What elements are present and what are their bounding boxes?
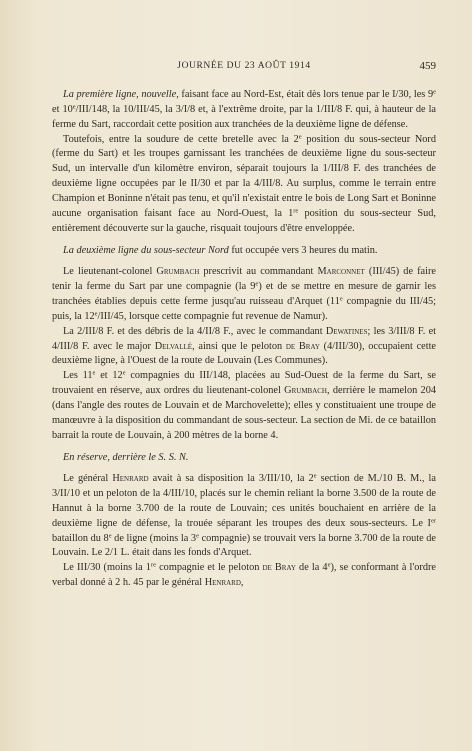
- running-title: JOURNÉE DU 23 AOÛT 1914: [177, 61, 311, 71]
- body-text: [52, 88, 436, 591]
- paragraph-first-line: La première ligne, nouvelle, faisant face au Nord-Est, était dès lors tenue par le I/30, les 9e et 10e/III/148, la 10/III/45, la 3/I/8 et, à l'extrême droite, par la 1/III/8 F. qui, à hauteur de la ferme du Sart, raccordait cette position aux tranchées de la deuxième ligne de défense.: [52, 88, 436, 130]
- page-header: [52, 60, 436, 74]
- first-line-heading: La première ligne, nouvelle,: [63, 89, 179, 100]
- page-number: 459: [419, 60, 436, 72]
- paragraph-reserve-148: Les 11e et 12e compagnies du III/148, placées au Sud-Ouest de la ferme du Sart, se trouvaient en réserve, aux ordres du lieutenant-colonel Grumbach, derrière le mamelon 204 (dans l'angle des routes de Louvain et de Marchovelette); elles y constituaient une troupe de manœuvre à la disposition du commandant de sous-secteur. La section de Mi. de ce bataillon barrait la route de Louvain, à 200 mètres de la borne 4.: [52, 369, 437, 441]
- second-line-heading: La deuxième ligne du sous-secteur Nord: [63, 245, 229, 257]
- paragraph-grumbach: Le lieutenant-colonel Grumbach prescrivit au commandant Marconnet (III/45) de faire tenir la ferme du Sart par une compagnie (la 9e) et de se mettre en mesure de garnir les tranchées établies depuis cette ferme jusqu'au ruisseau d'Arquet (11e compagnie du III/45; puis, la 12e/III/45, lorsque cette compagnie fut revenue de Namur).: [52, 266, 436, 322]
- paragraph-toutefois: Toutefois, entre la soudure de cette bretelle avec la 2e position du sous-secteur Nord (ferme du Sart) et les troupes garnissant les tranchées de deuxième ligne du sous-secteur Sud, un intervalle d'un kilomètre environ, séparait toujours la 1/III/8 F. des tranchées de deuxième ligne occupées par le II/30 et par la 4/III/8. Au surplus, comme le terrain entre Champion et Boninne n'était pas tenu, et qu'il n'existait entre le bois de Long Sart et Boninne aucune organisation faisant face au Nord-Ouest, la 1re position du sous-secteur Sud, entièrement découverte sur la gauche, risquait toujours d'être enveloppée.: [52, 133, 436, 234]
- paragraph-iii-30: Le III/30 (moins la 1re compagnie et le peloton de Bray de la 4e), se conformant à l'ordre verbal donné à 2 h. 45 par le général Henrard,: [52, 561, 436, 589]
- paragraph-second-line: La deuxième ligne du sous-secteur Nord fut occupée vers 3 heures du matin.: [63, 245, 378, 257]
- paragraph-reserve-heading: [52, 451, 436, 466]
- reserve-heading: En réserve, derrière le S. S. N.: [63, 452, 189, 464]
- paragraph-henrard: Le général Henrard avait à sa disposition la 3/III/10, la 2e section de M./10 B. M., la 3/II/10 et un peloton de la 4/III/10, placés sur le chemin reliant la borne 3.500 de la route de Hannut à la borne 3.700 de la route de Louvain; ces unités bouchaient en arrière de la deuxième ligne de défense, la trouée séparant les troupes des deux sous-secteurs. Le Ier bataillon du 8e de ligne (moins la 3e compagnie) se trouvait vers la borne 3.700 de la route de Louvain. Le 2/1 L. était dans les fonds d'Arquet.: [52, 472, 437, 559]
- paragraph-dewatines: La 2/III/8 F. et des débris de la 4/II/8 F., avec le commandant Dewatines; les 3/III/8 F. et 4/III/8 F. avec le major Delvallé, ainsi que le peloton de Bray (4/III/30), occupaient cette deuxième ligne, à l'Ouest de la route de Louvain (Les Communes).: [52, 325, 437, 367]
